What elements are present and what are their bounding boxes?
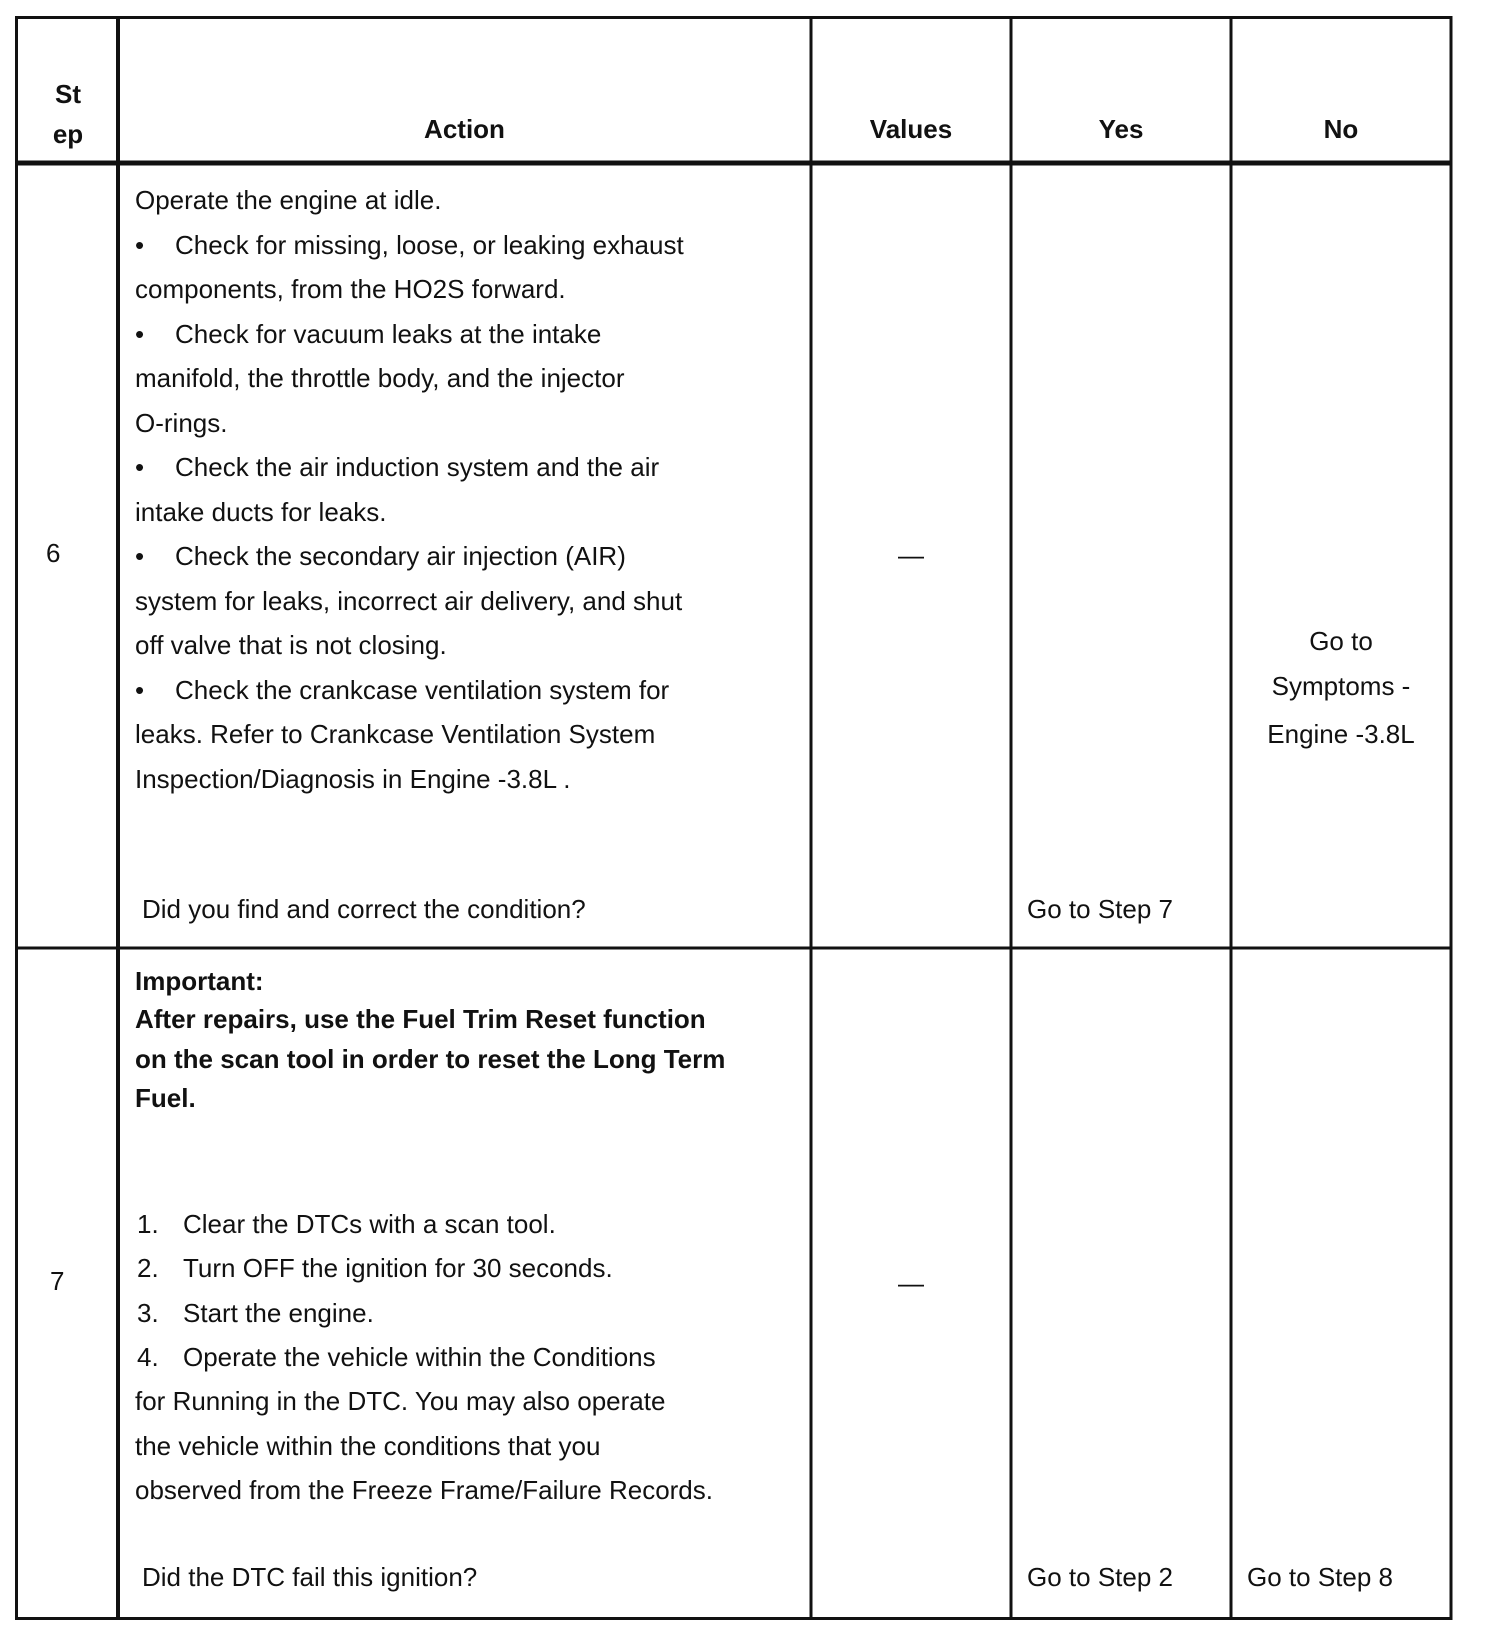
header-values: Values: [869, 114, 953, 144]
values-cell: —: [898, 540, 924, 570]
bullet-continuation: leaks. Refer to Crankcase Ventilation System: [135, 719, 656, 749]
numbered-item: [137, 1246, 613, 1291]
bullet-text: Check the secondary air injection (AIR): [175, 541, 626, 571]
item-continuation: the vehicle within the conditions that you: [135, 1431, 601, 1461]
no-line: Engine -3.8L: [1267, 719, 1415, 749]
header-step-line1: St: [55, 79, 81, 109]
bullet-text: Check for missing, loose, or leaking exhaust: [175, 230, 684, 260]
bullet-glyph: •: [135, 230, 145, 260]
no-cell: Go to Step 8: [1247, 1562, 1393, 1592]
yes-cell: Go to Step 2: [1027, 1562, 1173, 1592]
header-no: No: [1323, 114, 1359, 144]
values-cell: —: [898, 1268, 924, 1298]
item-text: Turn OFF the ignition for 30 seconds.: [183, 1253, 613, 1283]
bullet-glyph: •: [135, 319, 145, 349]
bullet-continuation: system for leaks, incorrect air delivery, and shut: [135, 586, 683, 616]
header-step-line2: ep: [52, 119, 84, 149]
bullet-glyph: •: [135, 452, 145, 482]
bullet-continuation: off valve that is not closing.: [135, 630, 447, 660]
no-line: Go to: [1309, 626, 1373, 656]
item-number: 2.: [137, 1253, 159, 1283]
bullet-item: [135, 223, 684, 268]
numbered-item: [137, 1335, 656, 1380]
bullet-text: Check the crankcase ventilation system for: [175, 675, 670, 705]
numbered-item: [137, 1291, 374, 1336]
numbered-item: [137, 1202, 556, 1247]
item-text: Clear the DTCs with a scan tool.: [183, 1209, 556, 1239]
important-label: Important:: [135, 966, 264, 996]
bullet-continuation: components, from the HO2S forward.: [135, 274, 566, 304]
important-line: After repairs, use the Fuel Trim Reset function: [135, 1004, 706, 1034]
item-continuation: for Running in the DTC. You may also operate: [135, 1386, 666, 1416]
step-number: 7: [50, 1266, 65, 1296]
bullet-item: [135, 668, 669, 713]
item-text: Operate the vehicle within the Conditions: [183, 1342, 656, 1372]
bullet-continuation: Inspection/Diagnosis in Engine -3.8L .: [135, 764, 571, 794]
header-step: [18, 74, 118, 154]
important-line: Fuel.: [135, 1083, 196, 1113]
action-intro: Operate the engine at idle.: [135, 185, 442, 215]
bullet-continuation: intake ducts for leaks.: [135, 497, 387, 527]
bullet-item: [135, 312, 601, 357]
yes-cell: Go to Step 7: [1027, 894, 1173, 924]
header-action: Action: [424, 114, 505, 144]
bullet-continuation: O-rings.: [135, 408, 228, 438]
item-number: 1.: [137, 1209, 159, 1239]
item-text: Start the engine.: [183, 1298, 374, 1328]
item-number: 3.: [137, 1298, 159, 1328]
item-number: 4.: [137, 1342, 159, 1372]
bullet-item: [135, 445, 659, 490]
no-line: Symptoms -: [1271, 671, 1411, 701]
item-continuation: observed from the Freeze Frame/Failure Records.: [135, 1475, 713, 1505]
bullet-glyph: •: [135, 675, 145, 705]
bullet-glyph: •: [135, 541, 145, 571]
bullet-item: [135, 534, 626, 579]
step-number: 6: [46, 538, 61, 568]
bullet-continuation: manifold, the throttle body, and the injector: [135, 363, 625, 393]
bullet-text: Check the air induction system and the air: [175, 452, 660, 482]
header-yes: Yes: [1098, 114, 1144, 144]
important-line: on the scan tool in order to reset the Long Term: [135, 1044, 726, 1074]
question-text: Did you find and correct the condition?: [142, 894, 586, 924]
question-text: Did the DTC fail this ignition?: [142, 1562, 478, 1592]
bullet-text: Check for vacuum leaks at the intake: [175, 319, 602, 349]
